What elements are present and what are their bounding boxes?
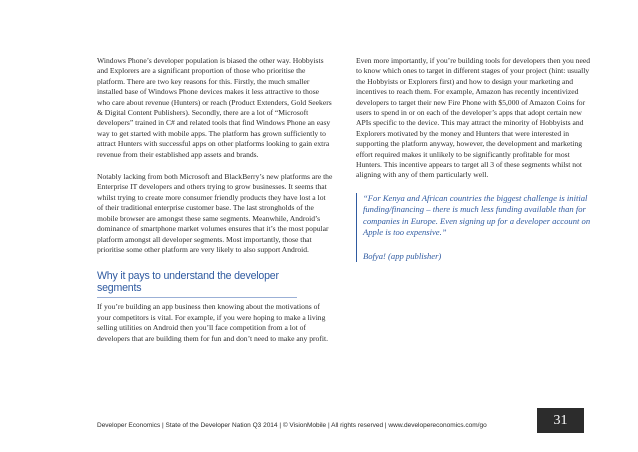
pull-quote-attribution: Bofya! (app publisher) — [363, 250, 442, 261]
left-column — [97, 56, 333, 356]
left-paragraph-3: If you’re building an app business then knowing about the motivations of your competitors is vital. For example, if you were hoping to make a living selling utilities on Android then you’ll face competition from a lot of developers that are building them for fun and don’t need to make any profit. — [97, 302, 328, 343]
pull-quote-text: “For Kenya and African countries the biggest challenge is initial funding/financing – there is much less funding available than for companies in Europe. Even signing up for a developer account on Apple is too expensive.” — [363, 192, 591, 238]
right-column — [356, 56, 592, 262]
pull-quote — [356, 193, 592, 262]
page-number: 31 — [537, 408, 584, 433]
right-paragraph-1: Even more importantly, if you’re building tools for developers then you need to know which ones to target in different stages of your project (hint: usually the Hobbyists or Explorers first) and how to design your marketing and incentives to reach them. For example, Amazon has recently incentivized developers to target their new Fire Phone with $5,000 of Amazon Coins for users to spend in or on each of the developer’s apps that adopt certain new APIs specific to the device. This may attract the minority of Hobbyists and Explorers motivated by the money and Hunters that were interested in supporting the platform anyway, however, the development and marketing effort required makes it unlikely to be significantly profitable for most Hunters. This incentive appears to target all 3 of these segments whilst not aligning with any of them particularly well. — [356, 56, 591, 180]
left-paragraph-1: Windows Phone’s developer population is biased the other way. Hobbyists and Explorers are a significant proportion of those who prioritise the platform. There are two key reasons for this. Firstly, the much smaller installed base of Windows Phone devices makes it less attractive to those who care about revenue (Hunters) or reach (Product Extenders, Gold Seekers & Digital Content Publishers). Secondly, there are a lot of “Microsoft developers” trained in C# and related tools that find Windows Phone an easy way to get started with mobile apps. The platform has grown sufficiently to attract Hunters with successful apps on other platforms looking to gain extra revenue from their established app assets and brands. — [97, 56, 332, 159]
page-footer: Developer Economics | State of the Developer Nation Q3 2014 | © VisionMobile | All rights reserved | www.developereconomics.com/go — [97, 422, 487, 429]
section-heading: Why it pays to understand the developer segments — [97, 270, 297, 298]
left-paragraph-2: Notably lacking from both Microsoft and BlackBerry’s new platforms are the Enterprise IT developers and others trying to grow businesses. It seems that whilst trying to create more consumer friendly products they have lost a lot of their traditional enterprise customer base. The last strongholds of the mobile browser are amongst these same segments. Meanwhile, Android’s dominance of smartphone market volumes ensures that it’s the most popular platform amongst all developer segments. Most importantly, those that prioritise some other platform are very likely to also support Android. — [97, 172, 333, 254]
